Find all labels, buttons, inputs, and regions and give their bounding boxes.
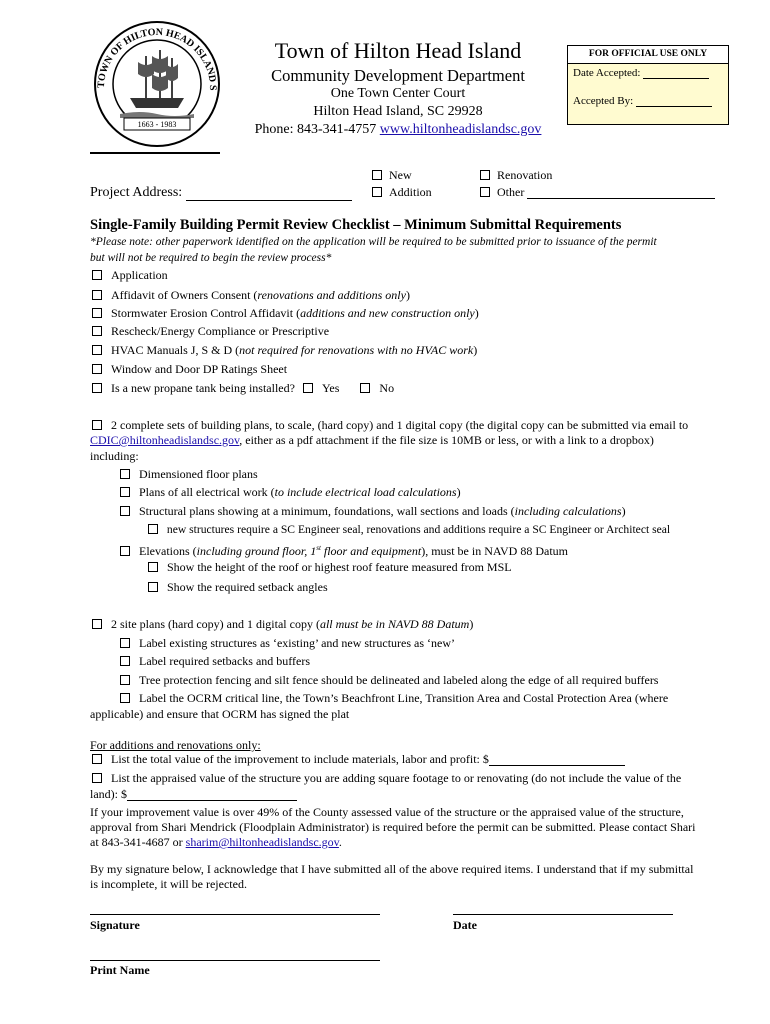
including-label: including: (90, 449, 139, 463)
stormwater-checkbox[interactable] (92, 308, 102, 318)
affidavit-label: Affidavit of Owners Consent ( (111, 288, 258, 302)
appraised-value-item (92, 771, 681, 785)
structural-item: Structural plans showing at a minimum, foundations, wall sections and loads (including calculations) (120, 504, 626, 518)
window-item (92, 362, 287, 376)
project-address-field[interactable] (186, 200, 352, 201)
window-label: Window and Door DP Ratings Sheet (111, 362, 288, 376)
elevations-label: Elevations ( (139, 544, 197, 558)
date-label: Date (453, 918, 477, 932)
appraised-land-label: land): $ (90, 787, 127, 801)
affidavit-note: renovations and additions only (257, 288, 406, 302)
roof-height-checkbox[interactable] (148, 562, 158, 572)
hvac-item: HVAC Manuals J, S & D (not required for renovations with no HVAC work) (92, 343, 477, 357)
floor-plans-item (120, 467, 258, 481)
elevations-item (120, 541, 568, 558)
existing-structures-label: Label existing structures as ‘existing’ and new structures as ‘new’ (139, 636, 456, 650)
improvement-para-2: approval from Shari Mendrick (Floodplain Administrator) is required before the permit can be submitted. Please contact Shari (90, 820, 696, 834)
rescheck-label: Rescheck/Energy Compliance or Prescriptive (111, 324, 330, 338)
note-line-1: *Please note: other paperwork identified on the application will be required to be submitted prior to issuance of the permit (90, 236, 657, 248)
propane-label: Is a new propane tank being installed? (111, 381, 295, 395)
improvement-para-1: If your improvement value is over 49% of the County assessed value of the structure or the appraised value of the structure, (90, 805, 684, 819)
elevations-note-1: including ground floor, 1 (196, 544, 317, 558)
address-line-1: One Town Center Court (330, 86, 466, 101)
address-line-2: Hilton Head Island, SC 29928 (313, 104, 483, 119)
website-link[interactable]: www.hiltonheadislandsc.gov (379, 122, 542, 137)
propane-yes-checkbox[interactable] (303, 383, 313, 393)
electrical-label: Plans of all electrical work ( (139, 485, 275, 499)
setback-angles-item (148, 580, 328, 594)
hvac-note: not required for renovations with no HVAC work (239, 343, 474, 357)
ocrm-line-2: applicable) and ensure that OCRM has signed the plat (90, 707, 350, 721)
town-title: Town of Hilton Head Island (274, 38, 522, 63)
propane-no-label: No (379, 381, 395, 395)
building-plans-line-2-text: , either as a pdf attachment if the file size is 10MB or less, or with a link to a dropbox) (239, 433, 654, 447)
floor-plans-checkbox[interactable] (120, 469, 130, 479)
new-checkbox[interactable] (372, 170, 382, 180)
official-use-box (567, 45, 729, 125)
hvac-label: HVAC Manuals J, S & D ( (111, 343, 240, 357)
tree-protection-item (120, 673, 658, 687)
appraised-value-checkbox[interactable] (92, 773, 102, 783)
seal-item (148, 523, 670, 537)
site-plans-label: 2 site plans (hard copy) and 1 digital copy ( (111, 617, 320, 631)
application-item (92, 268, 168, 282)
addition-checkbox[interactable] (372, 187, 382, 197)
addition-label: Addition (389, 185, 432, 199)
acknowledge-line-2: is incomplete, it will be rejected. (90, 877, 247, 891)
building-plans-item (92, 418, 688, 432)
phone-line (230, 122, 566, 138)
other-option (480, 185, 715, 199)
existing-structures-item (120, 636, 455, 650)
date-accepted-label: Date Accepted: (573, 67, 641, 79)
elevations-sup: st (316, 544, 321, 552)
cdic-email-link[interactable]: CDIC@hiltonheadislandsc.gov (90, 433, 240, 447)
rescheck-item (92, 324, 329, 338)
elevations-tail: ), must be in NAVD 88 Datum (421, 544, 568, 558)
total-value-checkbox[interactable] (92, 754, 102, 764)
other-label: Other (497, 185, 525, 199)
building-plans-line-2 (90, 433, 654, 447)
renovation-option (480, 168, 552, 182)
checklist-title: Single-Family Building Permit Review Checklist – Minimum Submittal Requirements (90, 217, 622, 233)
additions-heading: For additions and renovations only: (90, 738, 261, 752)
accepted-by-label: Accepted By: (573, 95, 634, 107)
accepted-by-row (573, 95, 712, 107)
acknowledge-line-1: By my signature below, I acknowledge that I have submitted all of the above required items. I understand that if my submittal (90, 862, 694, 876)
setbacks-buffers-checkbox[interactable] (120, 656, 130, 666)
elevations-checkbox[interactable] (120, 546, 130, 556)
setback-angles-label: Show the required setback angles (167, 580, 328, 594)
setback-angles-checkbox[interactable] (148, 582, 158, 592)
electrical-checkbox[interactable] (120, 487, 130, 497)
floor-plans-label: Dimensioned floor plans (139, 467, 258, 481)
propane-yes-label: Yes (321, 381, 340, 395)
appraised-value-label: List the appraised value of the structure you are adding square footage to or renovating (do not include the value of the (111, 771, 682, 785)
note-line-2: but will not be required to begin the review process* (90, 252, 332, 264)
department-title: Community Development Department (271, 66, 525, 85)
site-plans-note: all must be in NAVD 88 Datum (319, 617, 470, 631)
electrical-item: Plans of all electrical work (to include electrical load calculations) (120, 485, 461, 499)
renovation-checkbox[interactable] (480, 170, 490, 180)
seal-checkbox[interactable] (148, 524, 158, 534)
structural-label: Structural plans showing at a minimum, foundations, wall sections and loads ( (139, 504, 515, 518)
signature-field[interactable] (90, 914, 380, 915)
appraised-land-row (90, 787, 297, 801)
other-field[interactable] (527, 198, 715, 199)
ocrm-item (120, 691, 668, 705)
project-address-row (90, 185, 352, 201)
total-value-label: List the total value of the improvement to include materials, labor and profit: $ (111, 752, 489, 766)
seal-label: new structures require a SC Engineer seal, renovations and additions require a SC Engineer or Architect seal (166, 523, 671, 536)
ocrm-label: Label the OCRM critical line, the Town’s Beachfront Line, Transition Area and Costal Protection Area (where (139, 691, 669, 705)
site-plans-checkbox[interactable] (92, 619, 102, 629)
addition-option (372, 185, 432, 199)
propane-no-checkbox[interactable] (360, 383, 370, 393)
site-plans-item: 2 site plans (hard copy) and 1 digital copy (all must be in NAVD 88 Datum) (92, 617, 473, 631)
improvement-para-3-text: at 843-341-4687 or (90, 835, 186, 849)
other-checkbox[interactable] (480, 187, 490, 197)
improvement-para-3 (90, 835, 342, 849)
affidavit-item: Affidavit of Owners Consent (renovations and additions only) (92, 288, 410, 302)
roof-height-item (148, 560, 512, 574)
structural-checkbox[interactable] (120, 506, 130, 516)
structural-note: including calculations (514, 504, 622, 518)
building-plans-checkbox[interactable] (92, 420, 102, 430)
window-checkbox[interactable] (92, 364, 102, 374)
affidavit-checkbox[interactable] (92, 290, 102, 300)
setbacks-buffers-label: Label required setbacks and buffers (139, 654, 311, 668)
propane-checkbox[interactable] (92, 383, 102, 393)
renovation-label: Renovation (497, 168, 553, 182)
date-accepted-row (573, 67, 709, 79)
signature-label: Signature (90, 918, 140, 932)
tree-protection-checkbox[interactable] (120, 675, 130, 685)
tree-protection-label: Tree protection fencing and silt fence should be delineated and labeled along the edge of all required buffers (139, 673, 659, 687)
application-label: Application (111, 268, 168, 282)
header-rule (90, 152, 220, 154)
total-value-item (92, 752, 625, 766)
ocrm-checkbox[interactable] (120, 693, 130, 703)
new-option (372, 168, 412, 182)
date-accepted-field[interactable] (643, 78, 709, 79)
shari-email-link[interactable]: sharim@hiltonheadislandsc.gov (185, 835, 339, 849)
building-plans-label: 2 complete sets of building plans, to scale, (hard copy) and 1 digital copy (the digital copy can be submitted via email to (111, 418, 689, 432)
appraised-value-field[interactable] (127, 800, 297, 801)
setbacks-buffers-item (120, 654, 310, 668)
roof-height-label: Show the height of the roof or highest roof feature measured from MSL (167, 560, 512, 574)
official-use-title: FOR OFFICIAL USE ONLY (568, 46, 728, 64)
date-field[interactable] (453, 914, 673, 915)
elevations-note-2: floor and equipment (320, 544, 422, 558)
phone-number: Phone: 843-341-4757 (254, 122, 377, 137)
print-name-label: Print Name (90, 963, 150, 977)
existing-structures-checkbox[interactable] (120, 638, 130, 648)
hvac-checkbox[interactable] (92, 345, 102, 355)
accepted-by-field[interactable] (636, 106, 712, 107)
application-checkbox[interactable] (92, 270, 102, 280)
total-value-field[interactable] (489, 765, 625, 766)
town-seal-logo (90, 18, 224, 154)
stormwater-item: Stormwater Erosion Control Affidavit (additions and new construction only) (92, 306, 479, 320)
stormwater-label: Stormwater Erosion Control Affidavit ( (111, 306, 301, 320)
propane-item (92, 381, 394, 395)
seal-text: TOWN OF HILTON HEAD ISLAND S (95, 26, 219, 91)
project-address-label: Project Address: (90, 185, 183, 200)
rescheck-checkbox[interactable] (92, 326, 102, 336)
electrical-note: to include electrical load calculations (274, 485, 457, 499)
print-name-field[interactable] (90, 960, 380, 961)
stormwater-note: additions and new construction only (300, 306, 475, 320)
seal-years: 1663 - 1983 (137, 120, 177, 129)
improvement-para-3-end: . (338, 835, 342, 849)
new-label: New (389, 168, 412, 182)
